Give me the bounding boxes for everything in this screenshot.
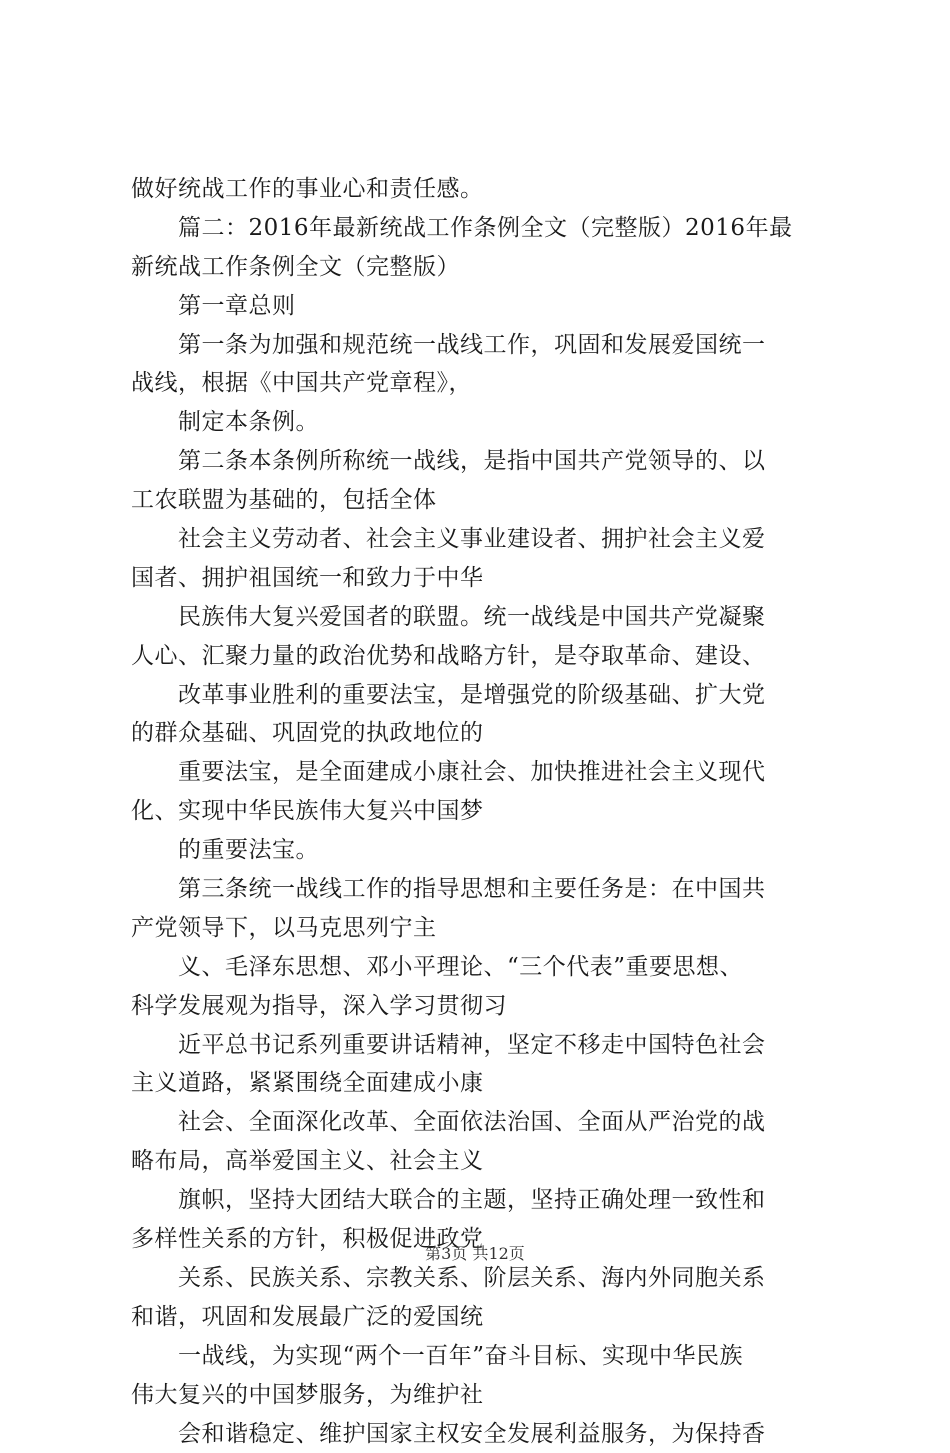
text-line: 民族伟大复兴爱国者的联盟。统一战线是中国共产党凝聚 bbox=[131, 598, 831, 637]
text-line: 第三条统一战线工作的指导思想和主要任务是：在中国共 bbox=[131, 870, 831, 909]
text-line: 工农联盟为基础的，包括全体 bbox=[131, 481, 831, 520]
text-line: 篇二：2016年最新统战工作条例全文（完整版）2016年最 bbox=[131, 209, 831, 248]
text-line: 第一章总则 bbox=[131, 287, 831, 326]
text-line: 主义道路，紧紧围绕全面建成小康 bbox=[131, 1064, 831, 1103]
text-line: 产党领导下，以马克思列宁主 bbox=[131, 909, 831, 948]
text-line: 的重要法宝。 bbox=[131, 831, 831, 870]
text-line: 第一条为加强和规范统一战线工作，巩固和发展爱国统一 bbox=[131, 326, 831, 365]
text-line: 会和谐稳定、维护国家主权安全发展利益服务，为保持香 bbox=[131, 1415, 831, 1453]
text-line: 一战线，为实现“两个一百年”奋斗目标、实现中华民族 bbox=[131, 1337, 831, 1376]
text-line: 关系、民族关系、宗教关系、阶层关系、海内外同胞关系 bbox=[131, 1259, 831, 1298]
text-line: 国者、拥护祖国统一和致力于中华 bbox=[131, 559, 831, 598]
text-line: 重要法宝，是全面建成小康社会、加快推进社会主义现代 bbox=[131, 753, 831, 792]
text-line: 新统战工作条例全文（完整版） bbox=[131, 248, 831, 287]
text-line: 伟大复兴的中国梦服务，为维护社 bbox=[131, 1376, 831, 1415]
text-line: 略布局，高举爱国主义、社会主义 bbox=[131, 1142, 831, 1181]
text-line: 改革事业胜利的重要法宝，是增强党的阶级基础、扩大党 bbox=[131, 676, 831, 715]
text-line: 制定本条例。 bbox=[131, 403, 831, 442]
text-line: 义、毛泽东思想、邓小平理论、“三个代表”重要思想、 bbox=[131, 948, 831, 987]
text-line: 第二条本条例所称统一战线，是指中国共产党领导的、以 bbox=[131, 442, 831, 481]
page-footer: 第3页 共12页 bbox=[0, 1241, 950, 1264]
text-line: 和谐，巩固和发展最广泛的爱国统 bbox=[131, 1298, 831, 1337]
text-line: 近平总书记系列重要讲话精神，坚定不移走中国特色社会 bbox=[131, 1026, 831, 1065]
text-line: 多样性关系的方针，积极促进政党 bbox=[131, 1220, 831, 1259]
text-line: 社会主义劳动者、社会主义事业建设者、拥护社会主义爱 bbox=[131, 520, 831, 559]
text-line: 社会、全面深化改革、全面依法治国、全面从严治党的战 bbox=[131, 1103, 831, 1142]
text-line: 人心、汇聚力量的政治优势和战略方针，是夺取革命、建设、 bbox=[131, 637, 831, 676]
text-line: 旗帜，坚持大团结大联合的主题，坚持正确处理一致性和 bbox=[131, 1181, 831, 1220]
text-line: 做好统战工作的事业心和责任感。 bbox=[131, 170, 831, 209]
text-line: 化、实现中华民族伟大复兴中国梦 bbox=[131, 792, 831, 831]
text-line: 的群众基础、巩固党的执政地位的 bbox=[131, 714, 831, 753]
text-line: 科学发展观为指导，深入学习贯彻习 bbox=[131, 987, 831, 1026]
text-line: 战线，根据《中国共产党章程》， bbox=[131, 364, 831, 403]
